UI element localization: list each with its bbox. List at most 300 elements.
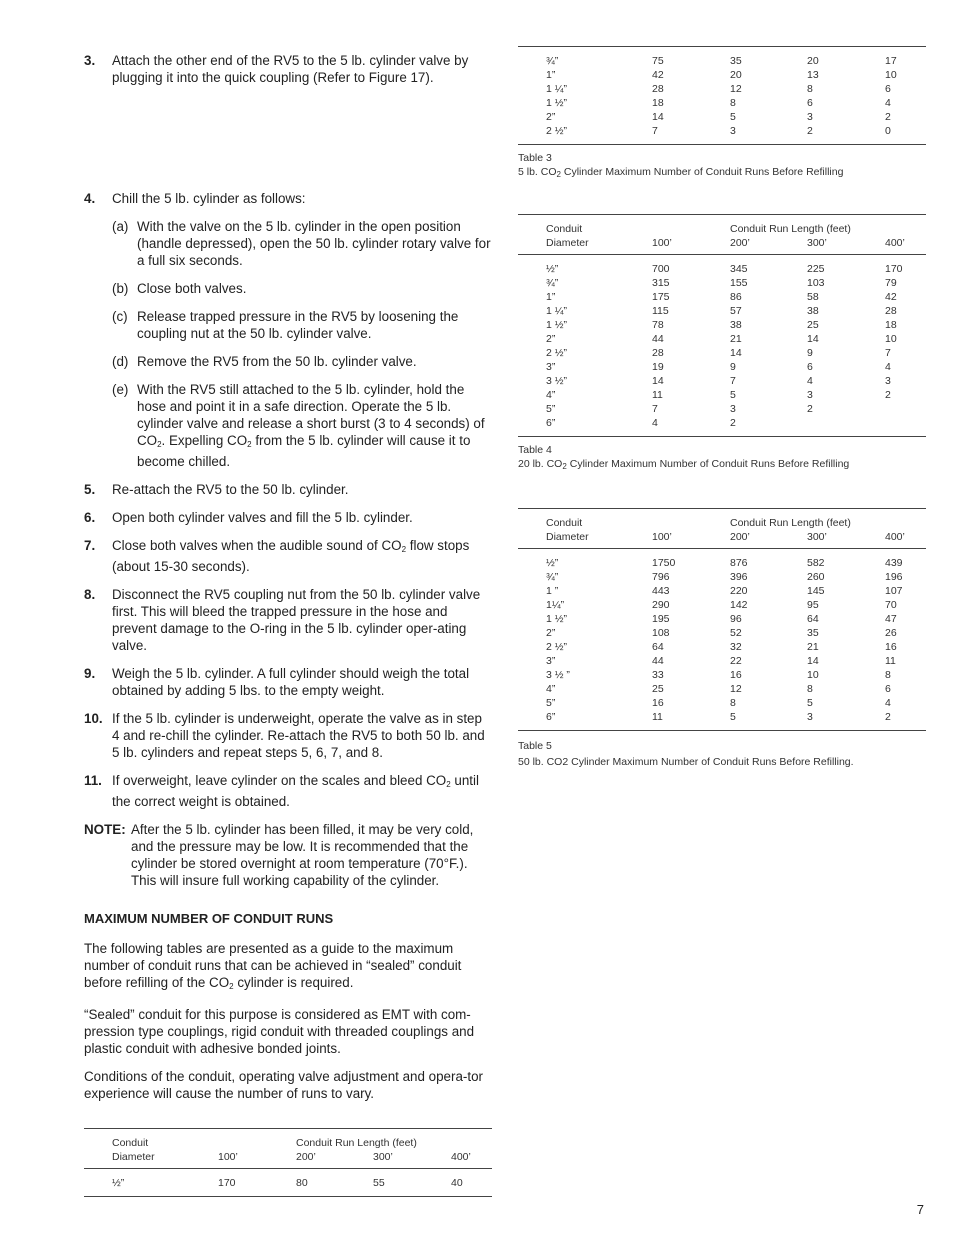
run-count-cell: 3 xyxy=(807,389,813,401)
run-count-cell: 16 xyxy=(652,697,664,709)
run-count-cell: 103 xyxy=(807,277,825,289)
subscript: 2 xyxy=(247,440,252,449)
run-count-cell: 876 xyxy=(730,557,748,569)
caption-label: Table 5 xyxy=(518,740,552,752)
run-count-cell: 290 xyxy=(652,599,670,611)
header-diameter: Diameter xyxy=(518,236,652,255)
substep-label: (e) xyxy=(112,382,129,397)
run-count-cell: 32 xyxy=(730,641,742,653)
table-4-caption xyxy=(518,443,926,474)
header-length: 300’ xyxy=(807,530,885,549)
header-conduit: Conduit xyxy=(84,1129,218,1151)
run-count-cell: 195 xyxy=(652,613,670,625)
run-count-cell: 11 xyxy=(885,655,896,667)
sealed-paragraph: “Sealed” conduit for this purpose is considered as EMT with com-pression type couplings, rigid conduit with threaded couplings and plastic conduit with adhesive bonded joints. xyxy=(84,1007,475,1056)
step-10 xyxy=(84,710,492,761)
run-count-cell: 14 xyxy=(730,347,742,359)
subscript: 2 xyxy=(446,780,451,789)
run-count-cell: 8 xyxy=(730,697,736,709)
table-row xyxy=(518,549,926,571)
caption-text xyxy=(518,165,926,182)
diameter-cell: 1 ” xyxy=(546,585,559,597)
diameter-cell: 2” xyxy=(546,111,556,123)
run-count-cell: 443 xyxy=(652,585,670,597)
diameter-cell: 1” xyxy=(546,291,556,303)
header-blank xyxy=(652,509,730,531)
table-header-row xyxy=(518,236,926,255)
run-count-cell: 78 xyxy=(652,319,664,331)
substep-text: Remove the RV5 from the 50 lb. cylinder valve. xyxy=(137,354,417,369)
run-count-cell: 44 xyxy=(652,655,664,667)
step-3 xyxy=(84,52,492,86)
run-count-cell: 108 xyxy=(652,627,670,639)
step-text: Open both cylinder valves and fill the 5 lb. cylinder. xyxy=(112,510,413,525)
run-count-cell: 155 xyxy=(730,277,748,289)
table-5 xyxy=(518,508,926,731)
header-blank xyxy=(451,1129,492,1151)
run-count-cell: 4 xyxy=(652,416,730,437)
run-count-cell: 18 xyxy=(652,97,664,109)
caption-text-part: 20 lb. CO xyxy=(518,458,563,470)
header-diameter: Diameter xyxy=(84,1150,218,1169)
note xyxy=(84,821,492,889)
run-count-cell: 225 xyxy=(807,263,825,275)
run-count-cell: 64 xyxy=(807,613,819,625)
step-text-part: flow stops (about 15-30 seconds). xyxy=(112,538,470,574)
run-count-cell: 3 xyxy=(807,710,885,731)
diameter-cell: ½” xyxy=(84,1169,218,1197)
header-length: 100’ xyxy=(218,1150,296,1169)
caption-label: Table 4 xyxy=(518,444,552,456)
table-header-row xyxy=(518,215,926,237)
run-count-cell: 5 xyxy=(730,710,807,731)
table-row xyxy=(518,668,926,682)
table-row xyxy=(518,598,926,612)
table-header-row xyxy=(518,530,926,549)
run-count-cell: 80 xyxy=(296,1169,373,1197)
run-count-cell: 55 xyxy=(373,1169,451,1197)
run-count-cell: 2 xyxy=(807,124,885,145)
table-3-caption xyxy=(518,151,926,182)
run-count-cell: 64 xyxy=(652,641,664,653)
step-text: Disconnect the RV5 coupling nut from the 50 lb. cylinder valve first. This will bleed the trapped pressure in the hose and prevent damage to the O-ring in the 5 lb. cylinder oper-ating valve. xyxy=(112,587,481,653)
run-count-cell: 16 xyxy=(885,641,897,653)
diameter-cell: ½” xyxy=(546,557,559,569)
run-count-cell: 220 xyxy=(730,585,748,597)
run-count-cell: 35 xyxy=(730,47,807,69)
table-row xyxy=(518,416,926,437)
substep-e xyxy=(112,381,492,470)
substep-text-part: . Expelling CO xyxy=(161,433,248,448)
table-body xyxy=(518,255,926,437)
diameter-cell: ¾” xyxy=(518,47,652,69)
run-count-cell: 17 xyxy=(885,47,926,69)
diameter-cell: 4” xyxy=(546,683,556,695)
run-count-cell: 21 xyxy=(730,333,742,345)
run-count-cell: 14 xyxy=(652,111,664,123)
run-count-cell: 9 xyxy=(730,361,736,373)
step-text-part: until the correct weight is obtained. xyxy=(112,773,479,809)
diameter-cell: 1 ¼” xyxy=(546,305,568,317)
header-length: 100’ xyxy=(652,530,730,549)
run-count-cell: 3 xyxy=(807,111,813,123)
table-row xyxy=(518,626,926,640)
table-row xyxy=(518,696,926,710)
diameter-cell: ¾” xyxy=(546,277,559,289)
run-count-cell: 52 xyxy=(730,627,742,639)
run-count-cell xyxy=(885,402,926,416)
run-count-cell: 7 xyxy=(652,124,730,145)
run-count-cell: 7 xyxy=(730,375,736,387)
run-count-cell: 16 xyxy=(730,669,742,681)
run-count-cell: 2 xyxy=(730,416,807,437)
run-count-cell: 4 xyxy=(885,361,891,373)
run-count-cell: 11 xyxy=(652,389,663,401)
run-count-cell: 28 xyxy=(652,347,664,359)
figure-spacer xyxy=(84,97,492,190)
step-9 xyxy=(84,665,492,699)
run-count-cell: 40 xyxy=(451,1169,492,1197)
run-count-cell: 42 xyxy=(885,291,897,303)
table-row xyxy=(518,82,926,96)
run-count-cell: 38 xyxy=(730,319,742,331)
run-count-cell xyxy=(885,416,926,437)
run-count-cell: 2 xyxy=(807,403,813,415)
right-column xyxy=(518,46,926,769)
run-count-cell: 95 xyxy=(807,599,819,611)
table-row xyxy=(518,255,926,277)
run-count-cell: 5 xyxy=(807,697,813,709)
table-body xyxy=(518,47,926,145)
table-4 xyxy=(518,214,926,437)
substep-label: (d) xyxy=(112,354,129,369)
run-count-cell: 6 xyxy=(885,83,891,95)
table-row xyxy=(518,346,926,360)
step-text: Chill the 5 lb. cylinder as follows: xyxy=(112,191,306,206)
run-count-cell: 2 xyxy=(885,111,891,123)
run-count-cell: 14 xyxy=(652,375,664,387)
run-count-cell: 196 xyxy=(885,571,903,583)
substep-label: (c) xyxy=(112,309,128,324)
table-row xyxy=(518,290,926,304)
table-row xyxy=(518,570,926,584)
substep-text: With the valve on the 5 lb. cylinder in the open position (handle depressed), open the 50 lb. cylinder rotary valve for a full six seconds. xyxy=(137,219,491,268)
table-header-row xyxy=(84,1150,492,1169)
run-count-cell: 315 xyxy=(652,277,670,289)
subscript: 2 xyxy=(562,462,567,471)
run-count-cell: 86 xyxy=(730,291,742,303)
run-count-cell: 79 xyxy=(885,277,897,289)
run-count-cell: 4 xyxy=(885,697,891,709)
substep-a xyxy=(112,218,492,269)
table-row xyxy=(518,110,926,124)
diameter-cell: 3” xyxy=(546,361,556,373)
run-count-cell: 8 xyxy=(885,669,891,681)
table-3-part-1 xyxy=(84,1128,492,1197)
diameter-cell: ½” xyxy=(546,263,559,275)
table-row xyxy=(518,304,926,318)
run-count-cell: 3 xyxy=(885,375,891,387)
run-count-cell: 21 xyxy=(807,641,819,653)
note-label: NOTE: xyxy=(84,822,126,837)
header-length: 300’ xyxy=(373,1150,451,1169)
diameter-cell: 3 ½” xyxy=(546,375,568,387)
header-length: 100’ xyxy=(652,236,730,255)
run-count-cell: 142 xyxy=(730,599,748,611)
paragraph-text-part: The following tables are presented as a guide to the maximum number of conduit runs that can be achieved in “sealed” conduit before refilling of the CO xyxy=(84,941,462,990)
table-row xyxy=(518,374,926,388)
note-text: After the 5 lb. cylinder has been filled, it may be very cold, and the pressure may be low. It is recommended that the cylinder be stored overnight at room temperature (70°F.). This will insure full working capability of the cylinder. xyxy=(131,822,474,888)
intro-paragraph xyxy=(84,940,492,995)
run-count-cell: 8 xyxy=(807,683,813,695)
diameter-cell: 1” xyxy=(546,69,556,81)
header-length: 400’ xyxy=(885,236,926,255)
step-number: 4. xyxy=(84,191,96,206)
page-number: 7 xyxy=(916,1202,924,1217)
substep-text-part: from the 5 lb. cylinder will cause it to become chilled. xyxy=(137,433,471,469)
run-count-cell: 9 xyxy=(807,347,813,359)
caption-text: 50 lb. CO2 Cylinder Maximum Number of Conduit Runs Before Refilling. xyxy=(518,756,854,768)
run-count-cell: 75 xyxy=(652,47,730,69)
header-length: 200’ xyxy=(296,1150,373,1169)
step-text: If the 5 lb. cylinder is underweight, operate the valve as in step 4 and re-chill the cylinder. Re-attach the RV5 to both 50 lb. and 5 lb. cylinders and repeat steps 5, 6, 7, and 8. xyxy=(112,711,485,760)
diameter-cell: 4” xyxy=(546,389,556,401)
run-count-cell: 12 xyxy=(730,683,742,695)
diameter-cell: 1 ¼” xyxy=(546,83,568,95)
header-length: 200’ xyxy=(730,236,807,255)
step-6 xyxy=(84,509,492,526)
run-count-cell: 6 xyxy=(807,361,813,373)
diameter-cell: 3” xyxy=(546,655,556,667)
substep-label: (b) xyxy=(112,281,129,296)
diameter-cell: 2 ½” xyxy=(546,347,568,359)
run-count-cell: 2 xyxy=(885,389,891,401)
run-count-cell: 13 xyxy=(807,69,819,81)
run-count-cell: 14 xyxy=(807,655,819,667)
run-count-cell: 70 xyxy=(885,599,897,611)
subscript: 2 xyxy=(401,545,407,554)
step-number: 10. xyxy=(84,711,103,726)
header-blank xyxy=(218,1129,296,1151)
run-count-cell: 260 xyxy=(807,571,825,583)
step-4 xyxy=(84,190,492,207)
step-number: 9. xyxy=(84,666,96,681)
run-count-cell: 10 xyxy=(885,69,897,81)
table-row xyxy=(518,710,926,731)
step-number: 11. xyxy=(84,773,102,788)
substep-text: Close both valves. xyxy=(137,281,247,296)
run-count-cell: 25 xyxy=(807,319,819,331)
run-count-cell: 44 xyxy=(652,333,664,345)
caption-text-part: Cylinder Maximum Number of Conduit Runs Before Refilling xyxy=(566,458,850,470)
table-row xyxy=(518,332,926,346)
run-count-cell: 8 xyxy=(730,97,736,109)
table-row xyxy=(518,47,926,69)
run-count-cell: 145 xyxy=(807,585,825,597)
step-11 xyxy=(84,772,492,810)
run-count-cell: 115 xyxy=(652,305,669,317)
step-text: Re-attach the RV5 to the 50 lb. cylinder. xyxy=(112,482,349,497)
table-row xyxy=(518,584,926,598)
header-length: 400’ xyxy=(885,530,926,549)
run-count-cell: 20 xyxy=(730,69,742,81)
run-count-cell: 345 xyxy=(730,263,748,275)
run-count-cell: 57 xyxy=(730,305,742,317)
run-count-cell: 96 xyxy=(730,613,742,625)
diameter-cell: 2 ½” xyxy=(518,124,652,145)
step-5 xyxy=(84,481,492,498)
caption-label: Table 3 xyxy=(518,152,552,164)
header-conduit: Conduit xyxy=(518,509,652,531)
table-body xyxy=(518,549,926,731)
table-row xyxy=(518,682,926,696)
run-count-cell: 2 xyxy=(885,710,926,731)
run-count-cell: 35 xyxy=(807,627,819,639)
diameter-cell: 6” xyxy=(518,710,652,731)
run-count-cell: 18 xyxy=(885,319,897,331)
paragraph-text-part: cylinder is required. xyxy=(233,975,354,990)
run-count-cell: 6 xyxy=(807,97,813,109)
step-text: Attach the other end of the RV5 to the 5 lb. cylinder valve by plugging it into the quick coupling (Refer to Figure 17). xyxy=(112,53,469,85)
header-blank xyxy=(885,215,926,237)
table-row xyxy=(518,654,926,668)
run-count-cell: 4 xyxy=(807,375,813,387)
run-count-cell: 1750 xyxy=(652,557,676,569)
run-count-cell: 22 xyxy=(730,655,742,667)
run-count-cell: 6 xyxy=(885,683,891,695)
run-count-cell: 20 xyxy=(807,47,885,69)
run-count-cell: 14 xyxy=(807,333,819,345)
section-heading: MAXIMUM NUMBER OF CONDUIT RUNS xyxy=(84,911,334,926)
step-text xyxy=(112,772,492,810)
table-row xyxy=(518,318,926,332)
run-count-cell: 700 xyxy=(652,263,670,275)
run-count-cell: 175 xyxy=(652,291,670,303)
caption-text xyxy=(518,457,926,474)
diameter-cell: 2” xyxy=(546,627,556,639)
header-length: 200’ xyxy=(730,530,807,549)
run-count-cell: 107 xyxy=(885,585,903,597)
run-count-cell: 8 xyxy=(807,83,813,95)
subscript: 2 xyxy=(556,170,561,179)
substep-text-part: With the RV5 still attached to the 5 lb. cylinder, hold the hose and point it in a safe direction. Operate the 5 lb. cylinder valve and release a short burst (3 to 4 seconds) of CO xyxy=(137,382,485,448)
header-blank xyxy=(885,509,926,531)
step-text-part: If overweight, leave cylinder on the scales and bleed CO xyxy=(112,773,447,788)
run-count-cell: 5 xyxy=(730,111,736,123)
substep-c xyxy=(112,308,492,342)
left-column xyxy=(84,52,492,1197)
run-count-cell: 26 xyxy=(885,627,897,639)
step-text xyxy=(112,537,492,575)
run-count-cell: 796 xyxy=(652,571,670,583)
step-number: 5. xyxy=(84,482,96,497)
header-conduit: Conduit xyxy=(518,215,652,237)
substep-text: Release trapped pressure in the RV5 by loosening the coupling nut at the 50 lb. cylinder valve. xyxy=(137,309,459,341)
header-length: 400’ xyxy=(451,1150,492,1169)
run-count-cell: 38 xyxy=(807,305,819,317)
table-header-row xyxy=(518,509,926,531)
run-count-cell: 7 xyxy=(885,347,891,359)
diameter-cell: 1 ½” xyxy=(546,97,568,109)
diameter-cell: 5” xyxy=(546,403,556,415)
run-count-cell: 28 xyxy=(885,305,897,317)
conditions-paragraph: Conditions of the conduit, operating valve adjustment and opera-tor experience will cause the number of runs to vary. xyxy=(84,1069,483,1101)
step-7 xyxy=(84,537,492,575)
table-row xyxy=(518,612,926,626)
table-row xyxy=(518,124,926,145)
diameter-cell: 1 ½” xyxy=(546,613,568,625)
run-count-cell: 58 xyxy=(807,291,819,303)
step-text-part: Close both valves when the audible sound of CO xyxy=(112,538,402,553)
table-row xyxy=(518,360,926,374)
step-8 xyxy=(84,586,492,654)
run-count-cell: 10 xyxy=(885,333,897,345)
run-count-cell: 25 xyxy=(652,683,664,695)
run-count-cell xyxy=(807,416,885,437)
diameter-cell: ¾” xyxy=(546,571,559,583)
step-number: 7. xyxy=(84,538,96,553)
header-diameter: Diameter xyxy=(518,530,652,549)
step-text: Weigh the 5 lb. cylinder. A full cylinder should weigh the total obtained by adding 5 lbs. to the empty weight. xyxy=(112,666,470,698)
run-count-cell: 19 xyxy=(652,361,664,373)
diameter-cell: 1 ½” xyxy=(546,319,568,331)
caption-text-part: Cylinder Maximum Number of Conduit Runs Before Refilling xyxy=(560,166,844,178)
run-count-cell: 33 xyxy=(652,669,664,681)
substep-b xyxy=(112,280,492,297)
header-run-length: Conduit Run Length (feet) xyxy=(730,509,885,531)
header-blank xyxy=(652,215,730,237)
run-count-cell: 11 xyxy=(652,710,730,731)
header-run-length: Conduit Run Length (feet) xyxy=(730,215,885,237)
table-body xyxy=(84,1169,492,1197)
header-run-length: Conduit Run Length (feet) xyxy=(296,1129,451,1151)
table-row xyxy=(518,402,926,416)
table-row xyxy=(518,96,926,110)
table-row xyxy=(518,388,926,402)
diameter-cell: 2 ½” xyxy=(546,641,568,653)
diameter-cell: 6” xyxy=(518,416,652,437)
header-length: 300’ xyxy=(807,236,885,255)
diameter-cell: 5” xyxy=(546,697,556,709)
run-count-cell: 12 xyxy=(730,83,742,95)
run-count-cell: 10 xyxy=(807,669,819,681)
diameter-cell: 1¼” xyxy=(546,599,565,611)
run-count-cell: 47 xyxy=(885,613,897,625)
run-count-cell: 170 xyxy=(218,1169,296,1197)
table-header-row xyxy=(84,1129,492,1151)
run-count-cell: 170 xyxy=(885,263,903,275)
table-row xyxy=(518,68,926,82)
step-number: 6. xyxy=(84,510,96,525)
run-count-cell: 396 xyxy=(730,571,748,583)
run-count-cell: 3 xyxy=(730,403,736,415)
run-count-cell: 42 xyxy=(652,69,664,81)
table-3-part-2 xyxy=(518,46,926,145)
caption-text-part: 5 lb. CO xyxy=(518,166,557,178)
subscript: 2 xyxy=(229,982,234,991)
step-number: 3. xyxy=(84,53,96,68)
substep-d xyxy=(112,353,492,370)
run-count-cell: 582 xyxy=(807,557,825,569)
substep-text xyxy=(137,381,492,470)
run-count-cell: 0 xyxy=(885,124,926,145)
substep-label: (a) xyxy=(112,219,129,234)
step-number: 8. xyxy=(84,587,96,602)
run-count-cell: 439 xyxy=(885,557,903,569)
table-row xyxy=(84,1169,492,1197)
table-row xyxy=(518,640,926,654)
run-count-cell: 5 xyxy=(730,389,736,401)
